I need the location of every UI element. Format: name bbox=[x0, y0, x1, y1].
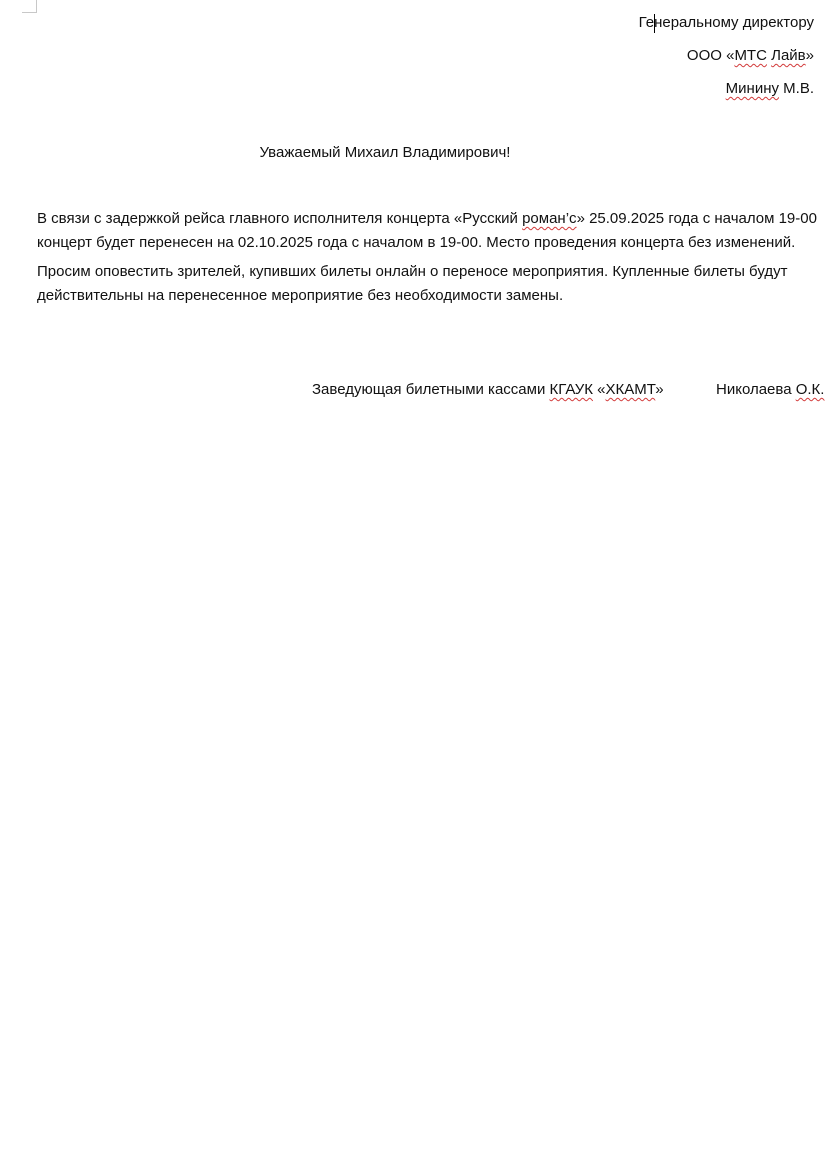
paragraph-1-text-before: В связи с задержкой рейса главного исполнителя концерта «Русский bbox=[37, 210, 523, 227]
signature-role bbox=[312, 381, 664, 398]
paragraph-1-text-after: » 25.09.2025 года с началом 19-00 концерт будет перенесен на 02.10.2025 года с началом в 19-00. Место проведения концерта без изменений. bbox=[37, 210, 817, 251]
signature-initials: О.К. bbox=[795, 381, 825, 398]
signature-org-suffix: » bbox=[655, 381, 664, 398]
page-margin-corner-mark bbox=[22, 0, 37, 13]
addressee-initials: М.В. bbox=[778, 80, 814, 97]
signature-org-part2: ХКАМТ bbox=[605, 381, 656, 398]
addressee-company-prefix: ООО « bbox=[686, 47, 735, 64]
letter-paragraph-2: Просим оповестить зрителей, купивших билеты онлайн о переносе мероприятия. Купленные билеты будут действительны на перенесенное мероприятие без необходимости замены. bbox=[37, 263, 788, 304]
signature-role-prefix: Заведующая билетными кассами bbox=[312, 381, 550, 398]
letter-paragraph-1 bbox=[37, 207, 817, 255]
addressee-line-position bbox=[639, 14, 814, 31]
addressee-company-name-part1: МТС bbox=[734, 47, 767, 64]
addressee-line-name bbox=[726, 80, 814, 97]
signature-org-mid: « bbox=[592, 381, 606, 398]
addressee-line-company bbox=[687, 47, 814, 64]
addressee-company-name-part2: Лайв bbox=[771, 47, 806, 64]
signature-surname: Николаева bbox=[716, 381, 796, 398]
paragraph-1-misspelled-word: роман’с bbox=[522, 210, 577, 227]
addressee-position-text: Генеральному директору bbox=[638, 14, 814, 31]
addressee-company-suffix: » bbox=[805, 47, 814, 64]
signature-name bbox=[716, 381, 824, 398]
signature-org-part1: КГАУК bbox=[549, 381, 593, 398]
addressee-surname: Минину bbox=[725, 80, 779, 97]
letter-greeting: Уважаемый Михаил Владимирович! bbox=[259, 144, 511, 161]
